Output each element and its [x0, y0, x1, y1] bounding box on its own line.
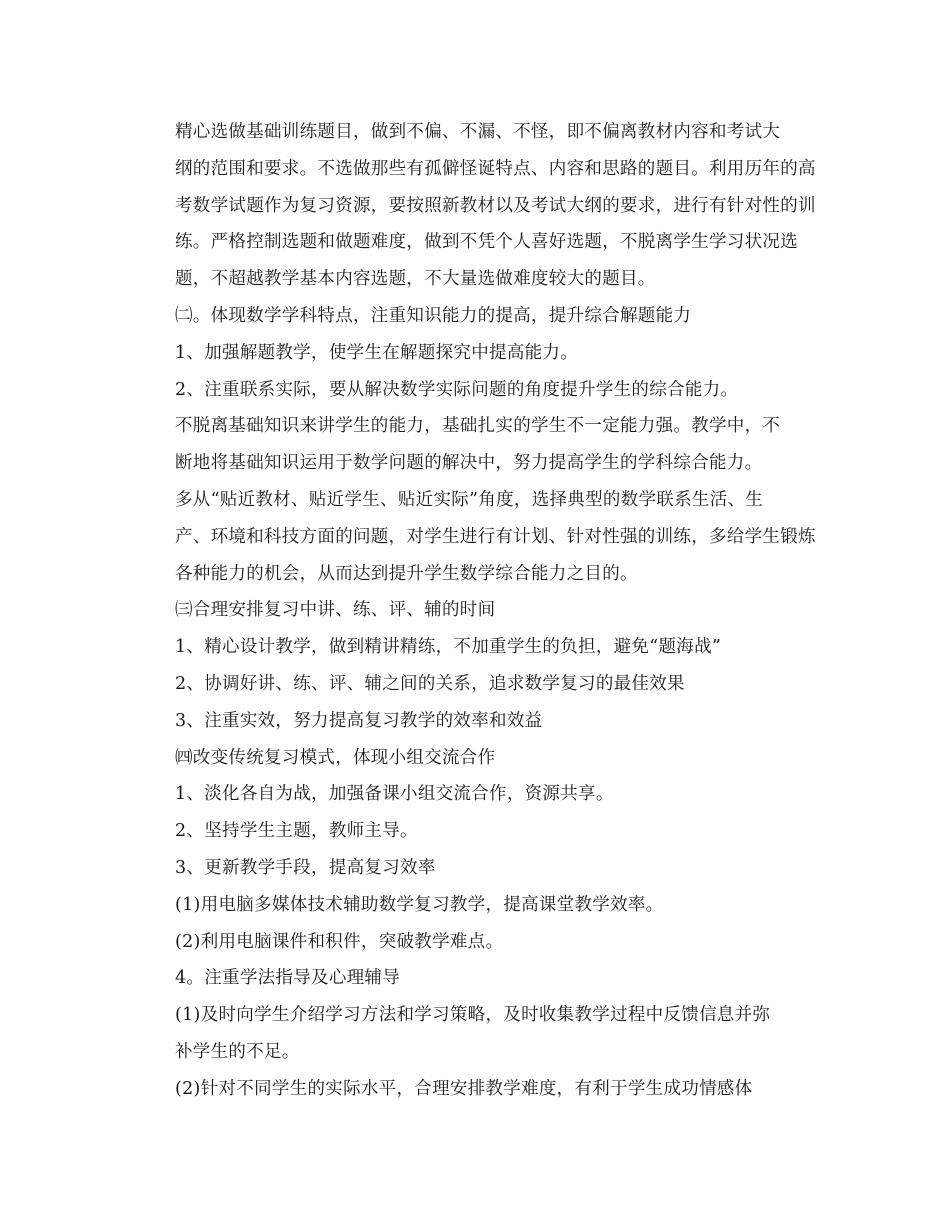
paragraph	[140, 666, 812, 703]
text-line: 不脱离基础知识来讲学生的能力，基础扎实的学生不一定能力强。教学中，不	[175, 416, 781, 437]
text-line: (1)及时向学生介绍学习方法和学习策略，及时收集教学过程中反馈信息并弥	[175, 1005, 771, 1026]
paragraph	[140, 924, 812, 961]
text-line: 补学生的不足。	[175, 1041, 300, 1062]
paragraph	[140, 740, 812, 777]
text-line: 断地将基础知识运用于数学问题的解决中，努力提高学生的学科综合能力。	[175, 453, 763, 474]
text-line: 精心选做基础训练题目，做到不偏、不漏、不怪，即不偏离教材内容和考试大	[175, 122, 781, 142]
text-line: 2、坚持学生主题，教师主导。	[175, 821, 418, 842]
text-line: (2)利用电脑课件和积件，突破教学难点。	[175, 931, 504, 952]
paragraph	[140, 850, 812, 887]
text-line: (2)针对不同学生的实际水平，合理安排教学难度，有利于学生成功情感体	[175, 1078, 753, 1099]
paragraph	[140, 960, 812, 997]
text-line: 题，不超越教学基本内容选题，不大量选做难度较大的题目。	[175, 269, 656, 290]
text-line: 2、注重联系实际，要从解决数学实际问题的角度提升学生的综合能力。	[175, 379, 739, 400]
text-line: 练。严格控制选题和做题难度，做到不凭个人喜好选题，不脱离学生学习状况选	[175, 232, 798, 253]
text-line: 各种能力的机会，从而达到提升学生数学综合能力之目的。	[175, 563, 638, 584]
document-body	[140, 114, 816, 1108]
paragraph	[140, 298, 812, 335]
text-line: ㈣改变传统复习模式，体现小组交流合作	[175, 747, 496, 768]
text-line: ㈢合理安排复习中讲、练、评、辅的时间	[175, 600, 496, 621]
text-line: (1)用电脑多媒体技术辅助数学复习教学，提高课堂教学效率。	[175, 894, 664, 915]
paragraph	[140, 1071, 812, 1108]
text-line: 考数学试题作为复习资源，要按照新教材以及考试大纲的要求，进行有针对性的训	[175, 195, 816, 216]
text-line: 2、协调好讲、练、评、辅之间的关系，追求数学复习的最佳效果	[175, 673, 685, 694]
text-line: ㈡。体现数学学科特点，注重知识能力的提高，提升综合解题能力	[175, 305, 692, 326]
text-line: 3、更新教学手段，提高复习效率	[175, 857, 436, 878]
text-line: 多从“贴近教材、贴近学生、贴近实际”角度，选择典型的数学联系生活、生	[175, 489, 764, 510]
paragraph	[140, 887, 812, 924]
text-line: 1、淡化各自为战，加强备课小组交流合作，资源共享。	[175, 784, 614, 805]
text-line: 产、环境和科技方面的问题，对学生进行有计划、针对性强的训练，多给学生锻炼	[175, 526, 816, 547]
paragraph	[140, 629, 812, 666]
paragraph	[140, 335, 812, 372]
text-line: 纲的范围和要求。不选做那些有孤僻怪诞特点、内容和思路的题目。利用历年的高	[175, 158, 816, 179]
paragraph	[140, 482, 816, 592]
paragraph	[140, 592, 812, 629]
paragraph	[140, 114, 816, 298]
text-line: 1、加强解题教学，使学生在解题探究中提高能力。	[175, 342, 579, 363]
text-line: 3、注重实效，努力提高复习教学的效率和效益	[175, 710, 543, 731]
paragraph	[140, 997, 812, 1071]
text-line: 1、精心设计教学，做到精讲精练，不加重学生的负担，避免“题海战”	[175, 637, 722, 658]
text-line: 4。注重学法指导及心理辅导	[175, 968, 401, 989]
paragraph	[140, 372, 812, 409]
paragraph	[140, 776, 812, 813]
paragraph	[140, 813, 812, 850]
paragraph	[140, 408, 812, 482]
paragraph	[140, 703, 812, 740]
